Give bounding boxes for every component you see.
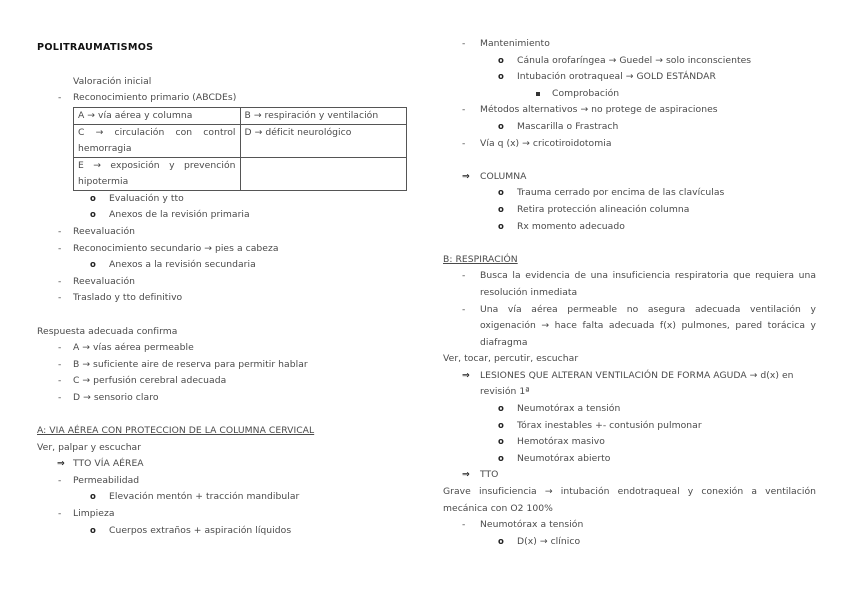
list-item: - A → vías aérea permeable bbox=[58, 342, 194, 354]
list-item: o Anexos a la revisión secundaria bbox=[90, 259, 256, 271]
document-title: POLITRAUMATISMOS bbox=[37, 42, 154, 53]
list-item: o Intubación orotraqueal → GOLD ESTÁNDAR bbox=[498, 71, 716, 83]
list-item: o Rx momento adecuado bbox=[498, 220, 625, 232]
list-item: - Permeabilidad bbox=[58, 474, 140, 486]
table-cell-a: A → vía aérea y columna bbox=[74, 107, 241, 124]
left-column bbox=[37, 36, 417, 539]
grave-line-1: Grave insuficiencia → intubación endotraqueal y conexión a ventilación bbox=[443, 486, 816, 498]
list-item: Comprobación bbox=[443, 86, 816, 103]
table-cell-d: D → déficit neurológico bbox=[240, 124, 407, 157]
list-item: o Elevación mentón + tracción mandibular bbox=[90, 491, 300, 503]
list-item: - Reevaluación bbox=[58, 275, 135, 287]
list-item: ⇒ TTO bbox=[462, 469, 499, 481]
list-item: - B → suficiente aire de reserva para permitir hablar bbox=[58, 358, 308, 370]
respuesta-heading: Respuesta adecuada confirma bbox=[37, 325, 178, 337]
list-item: - C → perfusión cerebral adecuada bbox=[58, 375, 227, 387]
list-item: - Métodos alternativos → no protege de aspiraciones bbox=[462, 104, 718, 116]
list-item: - Reconocimiento primario (ABCDEs) bbox=[58, 92, 237, 104]
table-cell-b: B → respiración y ventilación bbox=[240, 107, 407, 124]
list-item: - Busca la evidencia de una insuficiencia respiratoria que requiera una resolución inmediata bbox=[462, 270, 816, 298]
list-item: - Mantenimiento bbox=[462, 38, 550, 49]
table-cell-empty bbox=[240, 157, 407, 190]
section-b-heading: B: RESPIRACIÓN bbox=[443, 253, 518, 265]
list-item: o Cuerpos extraños + aspiración líquidos bbox=[90, 524, 292, 536]
list-item: o Anexos de la revisión primaria bbox=[90, 209, 250, 221]
list-item: o D(x) → clínico bbox=[498, 535, 581, 547]
list-item: o Neumotórax a tensión bbox=[498, 403, 621, 415]
list-item: - D → sensorio claro bbox=[58, 391, 159, 403]
list-item: - Limpieza bbox=[58, 508, 115, 520]
list-item: - Reevaluación bbox=[58, 225, 135, 237]
section-a-heading: A: VIA AÉREA CON PROTECCION DE LA COLUMNA CERVICAL bbox=[37, 425, 315, 437]
list-item: o Evaluación y tto bbox=[90, 192, 184, 204]
grave-line-2: mecánica con O2 100% bbox=[443, 502, 553, 514]
list-item: o Tórax inestables +- contusión pulmonar bbox=[498, 419, 702, 431]
list-item: - Vía q (x) → cricotiroidotomia bbox=[462, 137, 612, 149]
ver-palpar: Ver, palpar y escuchar bbox=[37, 441, 142, 453]
abcde-table bbox=[73, 107, 407, 191]
table-cell-e: E → exposición y prevención hipotermia bbox=[74, 157, 241, 190]
list-item: o Cánula orofaríngea → Guedel → solo inconscientes bbox=[498, 54, 752, 66]
list-item: - Reconocimiento secundario → pies a cabeza bbox=[58, 242, 279, 254]
list-item: o Mascarilla o Frastrach bbox=[498, 120, 619, 132]
right-column bbox=[443, 36, 816, 550]
list-item: o Neumotórax abierto bbox=[498, 452, 611, 464]
list-item: - Traslado y tto definitivo bbox=[58, 292, 183, 304]
square-bullet-icon bbox=[536, 92, 540, 96]
list-item: - Neumotórax a tensión bbox=[462, 519, 584, 531]
list-item: ⇒ COLUMNA bbox=[462, 170, 527, 182]
list-item: ⇒ LESIONES QUE ALTERAN VENTILACIÓN DE FORMA AGUDA → d(x) en revisión 1ª bbox=[462, 369, 794, 398]
table-cell-c: C → circulación con control hemorragia bbox=[74, 124, 241, 157]
list-item: - Una vía aérea permeable no asegura adecuada ventilación y oxigenación → hace falta adecuada f(x) pulmones, pared torácica y diafragma bbox=[462, 303, 816, 348]
list-item: o Hemotórax masivo bbox=[498, 436, 605, 448]
ver-tocar: Ver, tocar, percutir, escuchar bbox=[443, 353, 579, 365]
list-item: o Trauma cerrado por encima de las clavículas bbox=[498, 187, 725, 199]
list-item: ⇒ TTO VÍA AÉREA bbox=[57, 458, 144, 470]
valoracion-inicial: Valoración inicial bbox=[73, 75, 152, 87]
list-item: o Retira protección alineación columna bbox=[498, 203, 690, 215]
